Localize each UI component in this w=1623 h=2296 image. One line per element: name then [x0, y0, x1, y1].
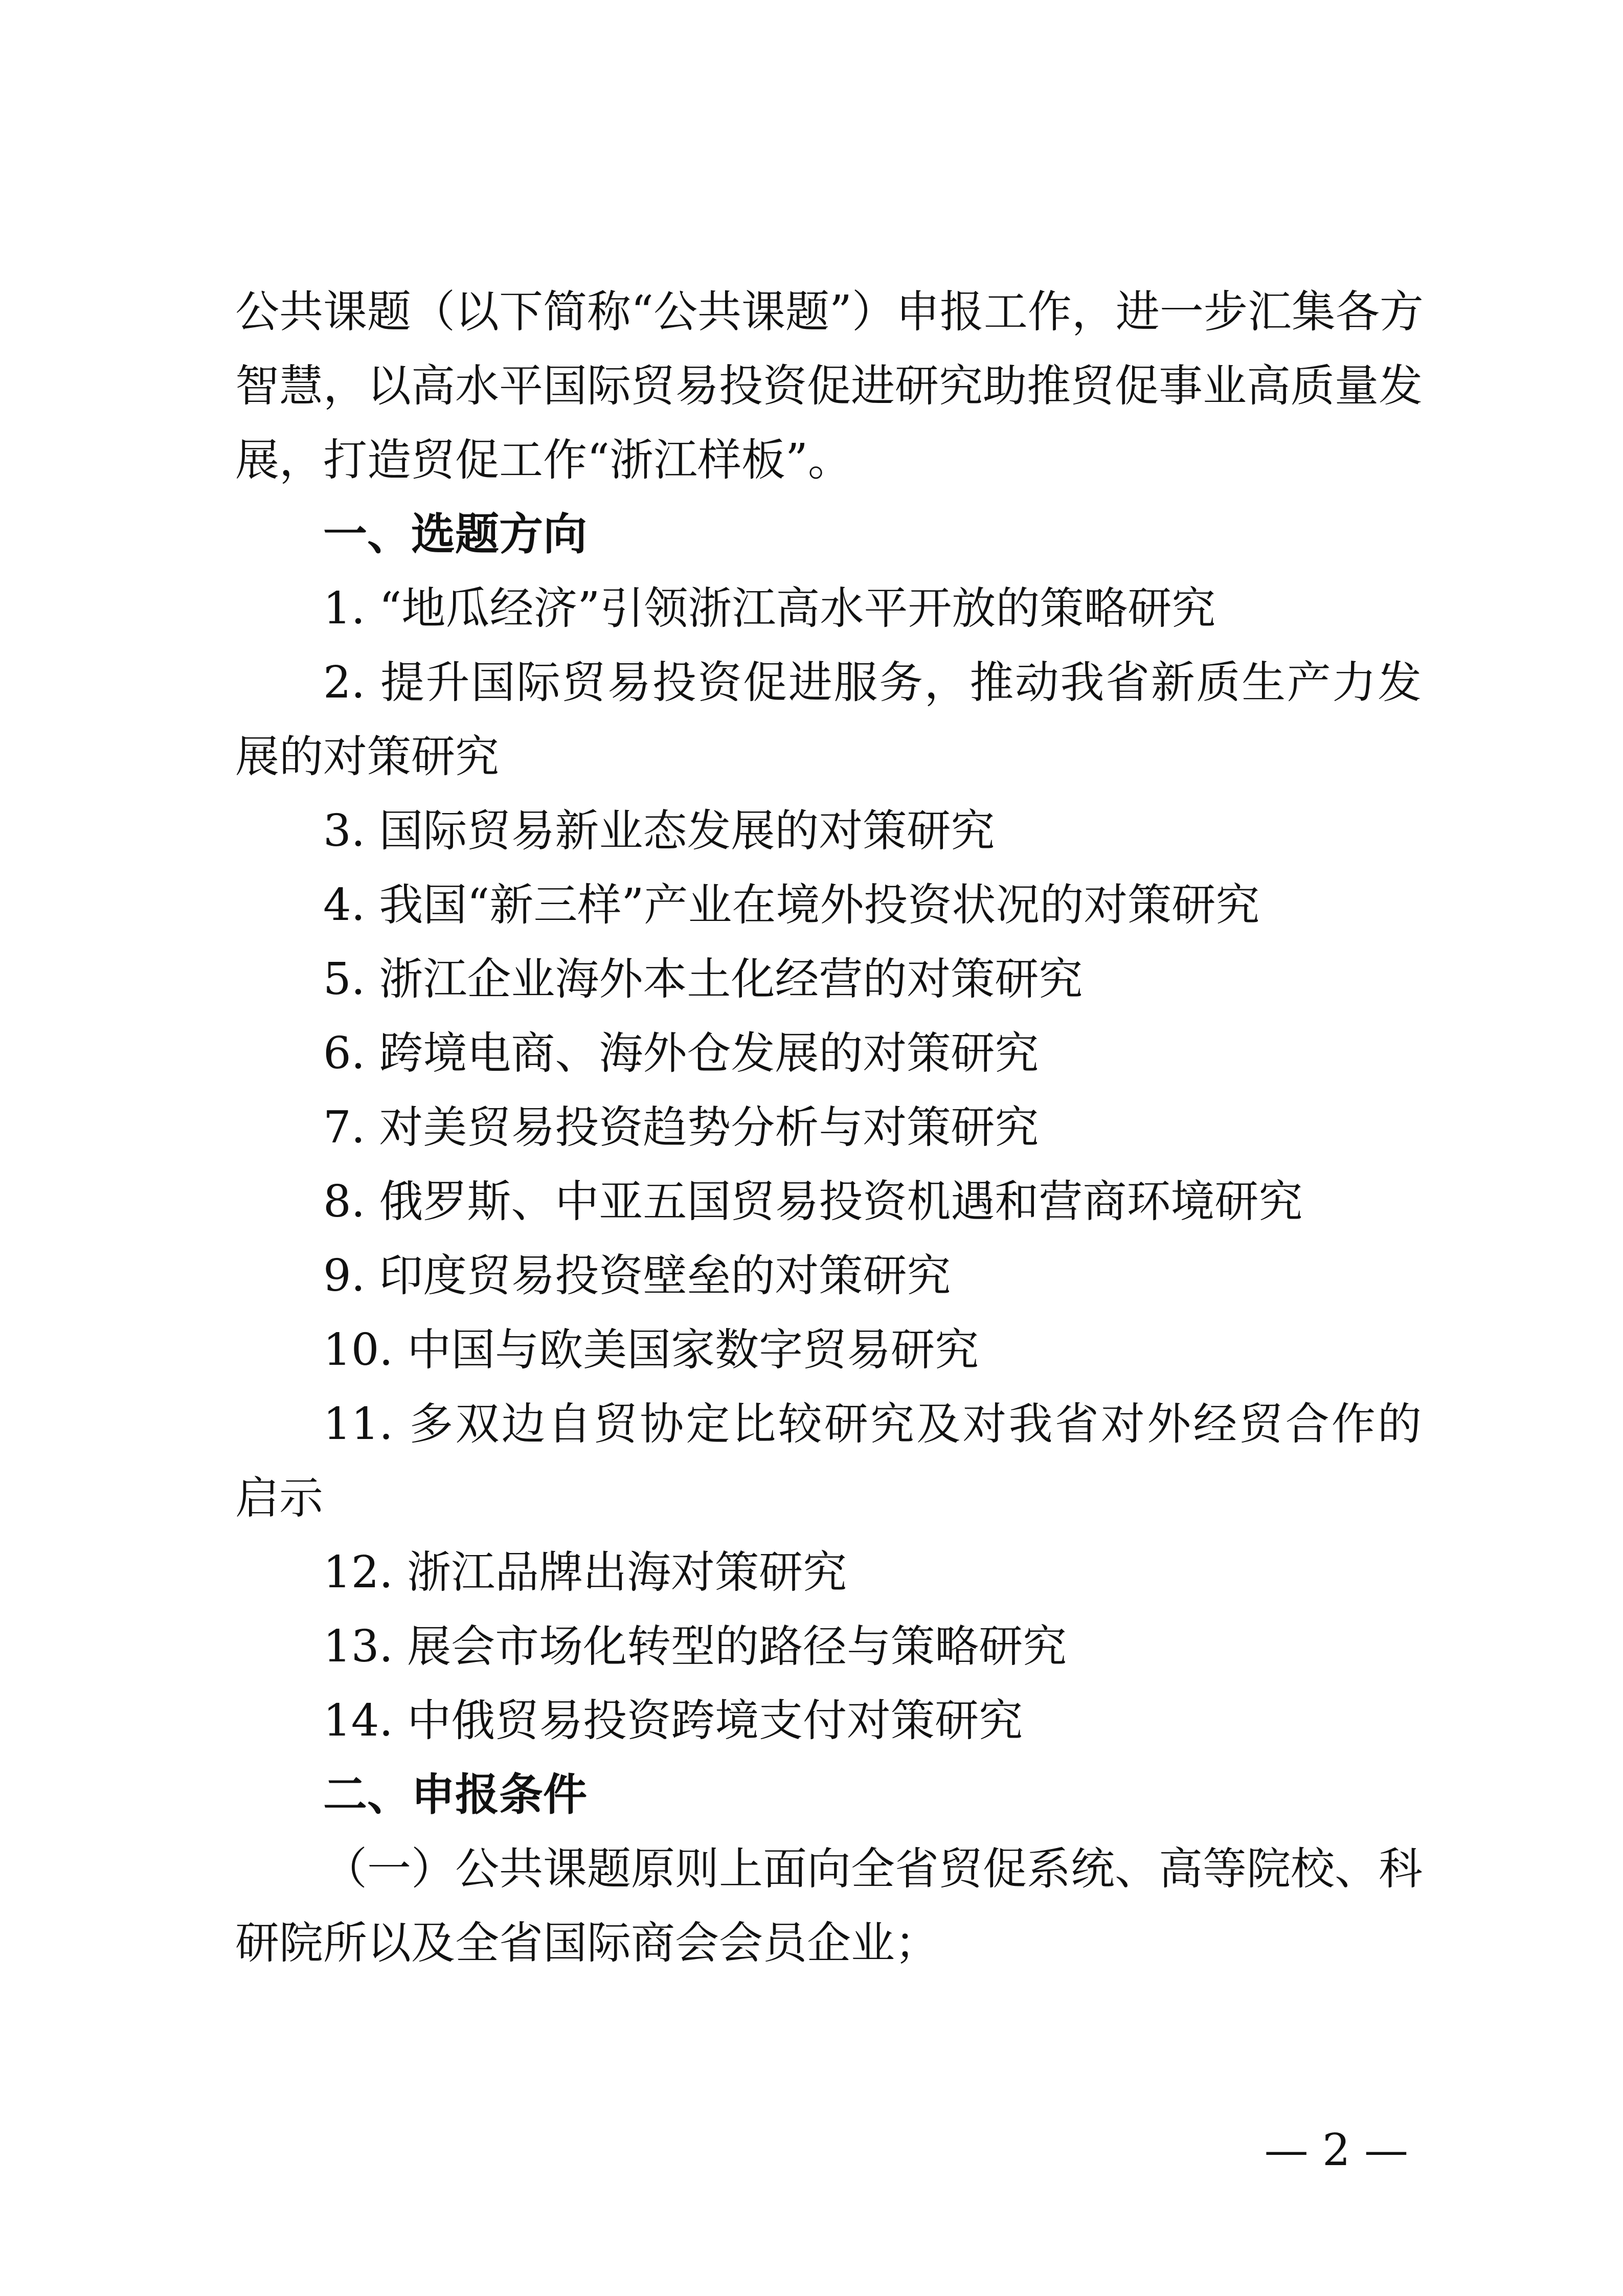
topic-item: 8. 俄罗斯、中亚五国贸易投资机遇和营商环境研究: [323, 1176, 1303, 1227]
topic-item: 7. 对美贸易投资趋势分析与对策研究: [323, 1102, 1039, 1153]
topic-item: 14. 中俄贸易投资跨境支付对策研究: [323, 1695, 1023, 1746]
topic-item: 6. 跨境电商、海外仓发展的对策研究: [323, 1028, 1039, 1079]
topic-item: 9. 印度贸易投资壁垒的对策研究: [323, 1250, 951, 1301]
intro-line-1: 公共课题（以下简称“公共课题”）申报工作，进一步汇集各方: [235, 286, 1424, 337]
intro-line-3: 展，打造贸促工作“浙江样板”。: [235, 435, 852, 486]
topic-item: 4. 我国“新三样”产业在境外投资状况的对策研究: [323, 880, 1260, 931]
conditions-line-2: 研院所以及全省国际商会会员企业；: [235, 1918, 939, 1969]
topic-item: 2. 提升国际贸易投资促进服务，推动我省新质生产力发: [323, 657, 1422, 708]
topic-item: 12. 浙江品牌出海对策研究: [323, 1547, 847, 1598]
page-number: — 2 —: [1264, 2125, 1408, 2176]
conditions-line-1: （一）公共课题原则上面向全省贸促系统、高等院校、科: [323, 1843, 1423, 1895]
section-heading-conditions: 二、申报条件: [323, 1769, 587, 1820]
topic-item: 3. 国际贸易新业态发展的对策研究: [323, 805, 995, 857]
topic-item: 10. 中国与欧美国家数字贸易研究: [323, 1324, 979, 1376]
topic-item: 11. 多双边自贸协定比较研究及对我省对外经贸合作的: [323, 1399, 1422, 1450]
topic-item: 5. 浙江企业海外本土化经营的对策研究: [323, 954, 1083, 1005]
topic-item-continuation: 启示: [235, 1473, 323, 1524]
section-heading-topics: 一、选题方向: [323, 509, 587, 560]
intro-line-2: 智慧，以高水平国际贸易投资促进研究助推贸促事业高质量发: [235, 361, 1423, 412]
topic-item-continuation: 展的对策研究: [235, 731, 499, 782]
topic-item: 13. 展会市场化转型的路径与策略研究: [323, 1621, 1067, 1672]
topic-item: 1. “地瓜经济”引领浙江高水平开放的策略研究: [323, 583, 1216, 634]
